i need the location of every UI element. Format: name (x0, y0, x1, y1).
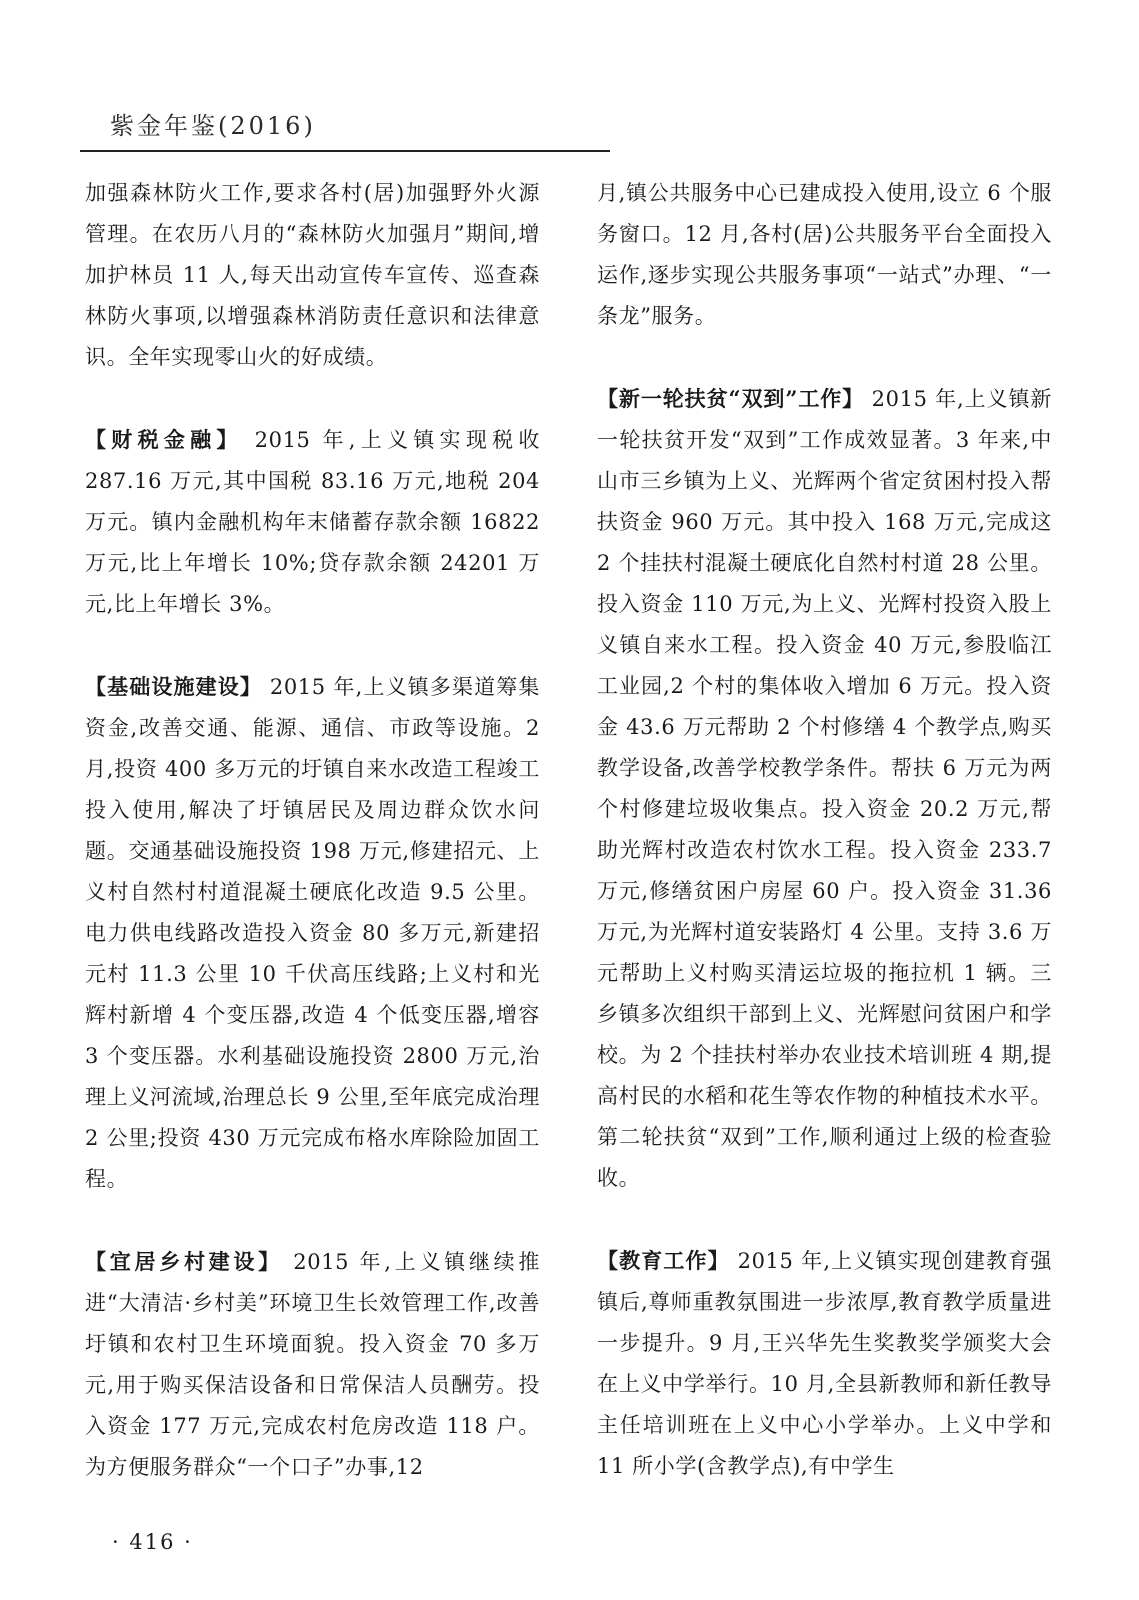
paragraph-text: 2015 年,上义镇实现创建教育强镇后,尊师重教氛围进一步浓厚,教育教学质量进一步提升。9 月,王兴华先生奖教奖学颁奖大会在上义中学举行。10 月,全县新教师和新任教导主任培训班在上义中心小学举办。上义中学和 11 所小学(含教学点),有中学生 (597, 1249, 1052, 1478)
paragraph-text: 2015 年,上义镇实现税收287.16 万元,其中国税 83.16 万元,地税 204 万元。镇内金融机构年末储蓄存款余额 16822 万元,比上年增长 10%;贷存款余额 24201 万元,比上年增长 3%。 (85, 428, 540, 616)
section-heading-finance: 【财税金融】 (85, 427, 243, 452)
paragraph-education (597, 1240, 1052, 1487)
page-number: · 416 · (112, 1530, 193, 1554)
paragraph-poverty-alleviation (597, 378, 1052, 1199)
paragraph-text: 2015 年,上义镇继续推进“大清洁·乡村美”环境卫生长效管理工作,改善圩镇和农村卫生环境面貌。投入资金 70 多万元,用于购买保洁设备和日常保洁人员酬劳。投入资金 177 万元,完成农村危房改造 118 户。为方便服务群众“一个口子”办事,12 (85, 1250, 540, 1479)
paragraph-finance (85, 419, 540, 625)
paragraph-text: 2015 年,上义镇新一轮扶贫开发“双到”工作成效显著。3 年来,中山市三乡镇为上义、光辉两个省定贫困村投入帮扶资金 960 万元。其中投入 168 万元,完成这 2 个挂扶村混凝土硬底化自然村村道 28 公里。投入资金 110 万元,为上义、光辉村投资入股上义镇自来水工程。投入资金 40 万元,参股临江工业园,2 个村的集体收入增加 6 万元。投入资金 43.6 万元帮助 2 个村修缮 4 个教学点,购买教学设备,改善学校教学条件。帮扶 6 万元为两个村修建垃圾收集点。投入资金 20.2 万元,帮助光辉村改造农村饮水工程。投入资金 233.7 万元,修缮贫困户房屋 60 户。投入资金 31.36 万元,为光辉村道安装路灯 4 公里。支持 3.6 万元帮助上义村购买清运垃圾的拖拉机 1 辆。三乡镇多次组织干部到上义、光辉慰问贫困户和学校。为 2 个挂扶村举办农业技术培训班 4 期,提高村民的水稻和花生等农作物的种植技术水平。第二轮扶贫“双到”工作,顺利通过上级的检查验收。 (597, 387, 1052, 1190)
paragraph-forest-fire (85, 173, 540, 378)
left-column (85, 173, 540, 1488)
header-rule (80, 150, 610, 152)
right-column (597, 173, 1052, 1487)
paragraph-public-service (597, 173, 1052, 337)
paragraph-text: 月,镇公共服务中心已建成投入使用,设立 6 个服务窗口。12 月,各村(居)公共服务平台全面投入运作,逐步实现公共服务事项“一站式”办理、“一条龙”服务。 (597, 181, 1052, 328)
paragraph-livable-village (85, 1241, 540, 1488)
paragraph-infrastructure (85, 666, 540, 1200)
section-heading-education: 【教育工作】 (597, 1248, 730, 1273)
running-header-title: 紫金年鉴(2016) (110, 112, 316, 140)
paragraph-text: 2015 年,上义镇多渠道筹集资金,改善交通、能源、通信、市政等设施。2 月,投资 400 多万元的圩镇自来水改造工程竣工投入使用,解决了圩镇居民及周边群众饮水问题。交通基础设施投资 198 万元,修建招元、上义村自然村村道混凝土硬底化改造 9.5 公里。电力供电线路改造投入资金 80 多万元,新建招元村 11.3 公里 10 千伏高压线路;上义村和光辉村新增 4 个变压器,改造 4 个低变压器,增容 3 个变压器。水利基础设施投资 2800 万元,治理上义河流域,治理总长 9 公里,至年底完成治理 2 公里;投资 430 万元完成布格水库除险加固工程。 (85, 675, 540, 1191)
section-heading-poverty-alleviation: 【新一轮扶贫“双到”工作】 (597, 386, 865, 411)
section-heading-infrastructure: 【基础设施建设】 (85, 674, 263, 699)
section-heading-livable-village: 【宜居乡村建设】 (85, 1249, 283, 1274)
paragraph-text: 加强森林防火工作,要求各村(居)加强野外火源管理。在农历八月的“森林防火加强月”期间,增加护林员 11 人,每天出动宣传车宣传、巡查森林防火事项,以增强森林消防责任意识和法律意识。全年实现零山火的好成绩。 (85, 181, 540, 369)
